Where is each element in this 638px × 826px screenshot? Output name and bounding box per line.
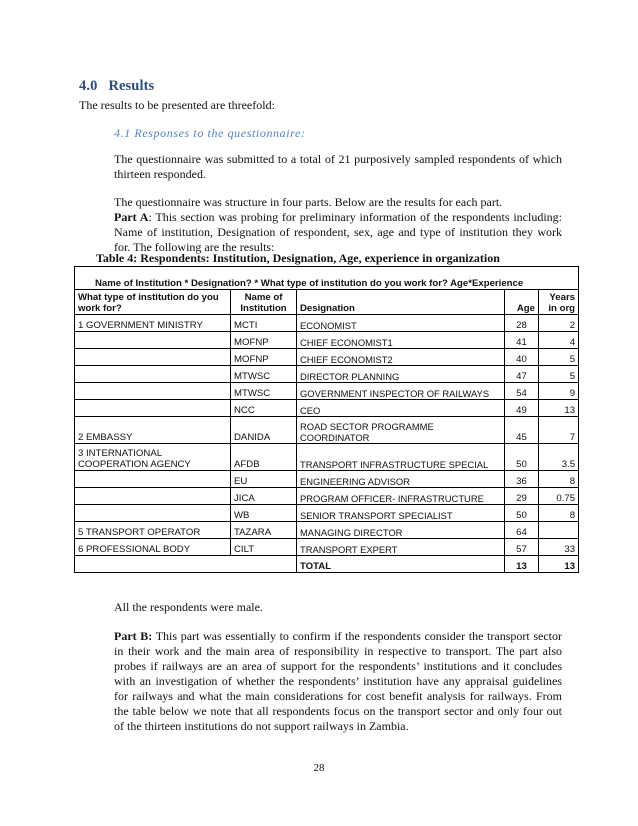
cell-name: AFDB [231,444,297,471]
cell-years: 5 [539,366,579,383]
paragraph-part-a [114,210,562,255]
table-row [75,383,579,400]
section-heading [79,78,154,95]
cell-years: 7 [539,417,579,444]
paragraph-part-b [114,629,562,734]
cell-designation: TRANSPORT INFRASTRUCTURE SPECIAL [297,444,505,471]
header-age: Age [505,290,539,315]
table-row [75,366,579,383]
cell-type [75,488,231,505]
cell-age: 40 [505,349,539,366]
table-row [75,488,579,505]
paragraph-questionnaire: The questionnaire was submitted to a total of 21 purposively sampled respondents of which thirteen responded. [114,152,562,181]
cell-age: 45 [505,417,539,444]
cell-type: 6 PROFESSIONAL BODY [75,539,231,556]
cell-years: 3.5 [539,444,579,471]
intro-text: The results to be presented are threefold: [79,98,275,112]
cell-age: 54 [505,383,539,400]
cell-designation: ENGINEERING ADVISOR [297,471,505,488]
cell-name: TAZARA [231,522,297,539]
paragraph-structure: The questionnaire was structure in four parts. Below are the results for each part. [114,195,503,209]
header-type: What type of institution do you work for? [75,290,231,315]
part-b-text: This part was essentially to confirm if the respondents consider the transport sector in their work and the main area of responsibility in respective to transport. The part also probes if railways are an area of support for the respondents’ institutions and it concludes with an investigation of whether the respondents’ institution have any appraisal guidelines for railways and what the main considerations for cost benefit analysis for railways. From the table below we note that all respondents focus on the transport sector and only four out of the thirteen institutions do not support railways in Zambia. [114,629,562,733]
cell-years: 8 [539,505,579,522]
cell-age: 49 [505,400,539,417]
cell-type [75,400,231,417]
cell-name: JICA [231,488,297,505]
table-row [75,349,579,366]
male-note: All the respondents were male. [114,600,263,614]
table-row [75,522,579,539]
table-row [75,471,579,488]
table-header-row [75,290,579,315]
header-name: Name of Institution [231,290,297,315]
cell-type: 1 GOVERNMENT MINISTRY [75,315,231,332]
cell-age: 57 [505,539,539,556]
table-total-row [75,556,579,573]
table-title: Name of Institution * Designation? * What type of institution do you work for? Age*Experience [75,276,579,290]
table-top-border [75,267,579,277]
header-years: Years in org [539,290,579,315]
total-age: 13 [505,556,539,573]
table-caption: Table 4: Respondents: Institution, Designation, Age, experience in organization [96,251,500,265]
cell-years: 9 [539,383,579,400]
cell-type [75,505,231,522]
table-title-row [75,276,579,290]
table-row [75,539,579,556]
cell-name: MOFNP [231,349,297,366]
cell-years: 33 [539,539,579,556]
cell-years [539,522,579,539]
cell-type: 3 INTERNATIONAL COOPERATION AGENCY [75,444,231,471]
cell-name: EU [231,471,297,488]
section-number: 4.0 [79,78,98,94]
cell-name: WB [231,505,297,522]
cell-name: NCC [231,400,297,417]
cell-age: 47 [505,366,539,383]
cell-designation: CEO [297,400,505,417]
cell-name: MOFNP [231,332,297,349]
cell-age: 36 [505,471,539,488]
total-blank [75,556,297,573]
respondents-table [74,266,579,573]
part-a-text: : This section was probing for preliminary information of the respondents including: Name of institution, Designation of respondent, sex, age and type of institution they work for. The following are the results: [114,210,563,254]
table-row [75,505,579,522]
cell-years: 0.75 [539,488,579,505]
cell-years: 8 [539,471,579,488]
total-years: 13 [539,556,579,573]
cell-type [75,366,231,383]
total-label: TOTAL [297,556,505,573]
cell-age: 50 [505,505,539,522]
cell-designation: GOVERNMENT INSPECTOR OF RAILWAYS [297,383,505,400]
page-number: 28 [313,762,325,774]
cell-age: 29 [505,488,539,505]
cell-type [75,332,231,349]
cell-designation: SENIOR TRANSPORT SPECIALIST [297,505,505,522]
cell-name: MCTI [231,315,297,332]
header-designation: Designation [297,290,505,315]
cell-name: MTWSC [231,366,297,383]
cell-type [75,471,231,488]
cell-age: 64 [505,522,539,539]
subsection-heading: 4.1 Responses to the questionnaire: [114,126,306,140]
table-row [75,400,579,417]
cell-name: CILT [231,539,297,556]
cell-type: 5 TRANSPORT OPERATOR [75,522,231,539]
cell-designation: ROAD SECTOR PROGRAMME COORDINATOR [297,417,505,444]
cell-designation: DIRECTOR PLANNING [297,366,505,383]
section-title: Results [108,78,155,94]
cell-designation: MANAGING DIRECTOR [297,522,505,539]
cell-age: 28 [505,315,539,332]
cell-designation: PROGRAM OFFICER- INFRASTRUCTURE [297,488,505,505]
table-row [75,417,579,444]
cell-years: 13 [539,400,579,417]
cell-type [75,349,231,366]
cell-designation: TRANSPORT EXPERT [297,539,505,556]
cell-designation: ECONOMIST [297,315,505,332]
part-b-label: Part B: [114,629,153,643]
cell-designation: CHIEF ECONOMIST1 [297,332,505,349]
cell-type [75,383,231,400]
cell-age: 50 [505,444,539,471]
cell-type: 2 EMBASSY [75,417,231,444]
table-row [75,315,579,332]
cell-name: MTWSC [231,383,297,400]
cell-years: 4 [539,332,579,349]
cell-age: 41 [505,332,539,349]
cell-designation: CHIEF ECONOMIST2 [297,349,505,366]
cell-years: 5 [539,349,579,366]
table-row [75,332,579,349]
cell-name: DANIDA [231,417,297,444]
table-row [75,444,579,471]
cell-years: 2 [539,315,579,332]
part-a-label: Part A [114,210,149,224]
